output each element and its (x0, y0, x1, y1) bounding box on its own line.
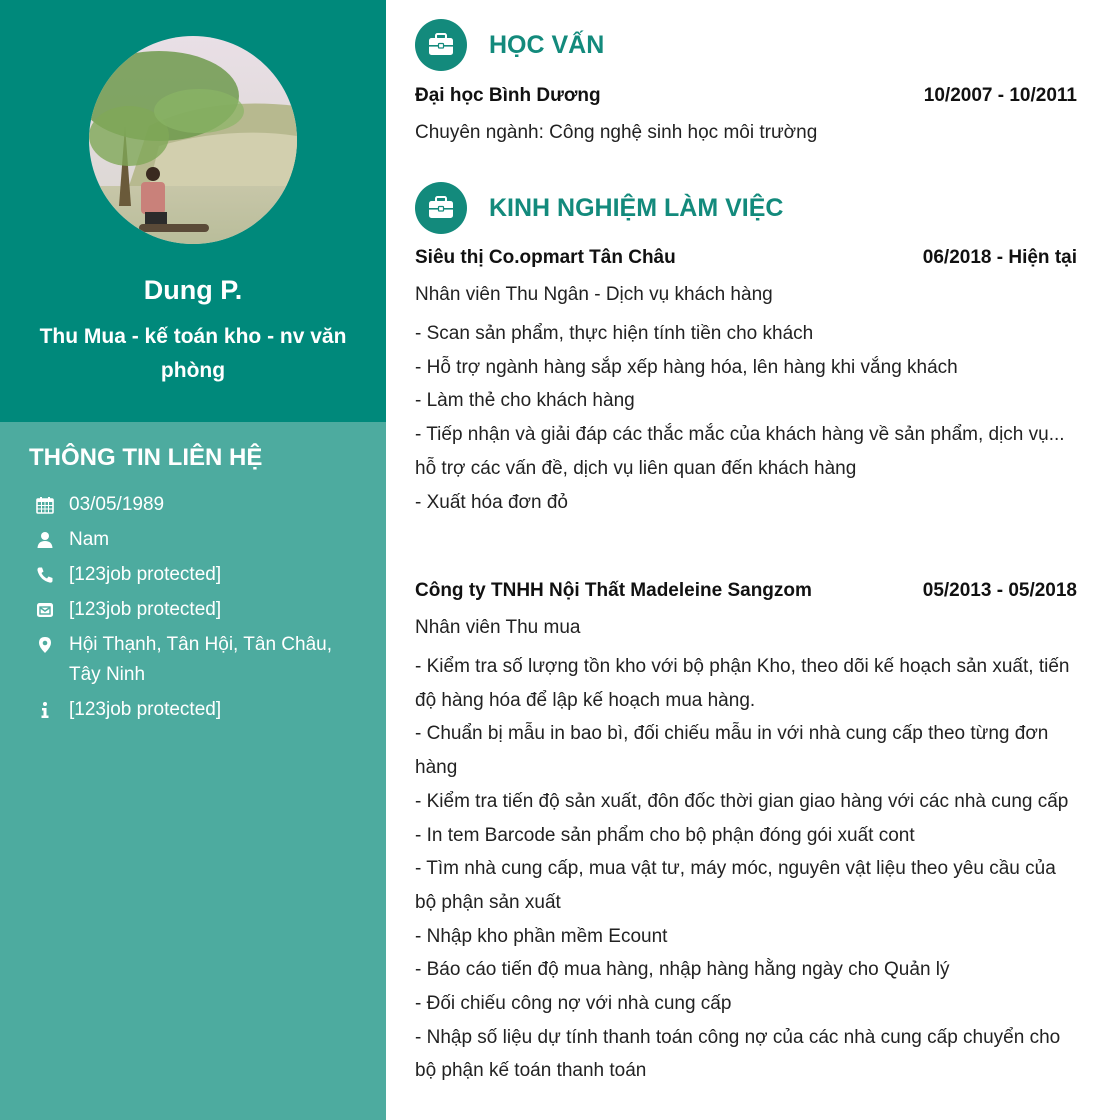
education-major: Chuyên ngành: Công nghệ sinh học môi trường (415, 122, 818, 143)
phone-value[interactable]: [123job protected] (69, 564, 222, 585)
job-1-duties (415, 317, 1077, 519)
job-2-duty: - Nhập số liệu dự tính thanh toán công nợ của các nhà cung cấp chuyển cho bộ phận kế toán thanh toán (415, 1026, 1061, 1082)
briefcase-icon (415, 182, 467, 234)
job-2-duty: - Kiểm tra tiến độ sản xuất, đôn đốc thời gian giao hàng với các nhà cung cấp (415, 790, 1069, 812)
avatar (89, 36, 297, 244)
profile-photo (89, 36, 297, 244)
job-2-period: 05/2013 - 05/2018 (922, 580, 1077, 601)
job-2-position: Nhân viên Thu mua (415, 617, 581, 638)
info-icon (33, 695, 57, 725)
job-1-position: Nhân viên Thu Ngân - Dịch vụ khách hàng (415, 284, 773, 305)
contact-gender (33, 525, 363, 555)
job-1-company: Siêu thị Co.opmart Tân Châu (415, 247, 676, 268)
profile-header (0, 0, 386, 422)
email-value[interactable]: [123job protected] (69, 599, 222, 620)
job-1-header (415, 245, 1077, 271)
job-2-duty: - Đối chiếu công nợ với nhà cung cấp (415, 993, 732, 1015)
user-icon (33, 525, 57, 555)
job-2-duty: - Kiểm tra số lượng tồn kho với bộ phận Kho, theo dõi kế hoạch sản xuất, tiến độ hàng hóa để lập kế hoạch mua hàng. (415, 656, 1070, 711)
education-section-header (415, 19, 604, 71)
contact-address (33, 630, 363, 690)
phone-icon (33, 560, 57, 590)
contact-email (33, 595, 363, 625)
job-1-duty: - Hỗ trợ ngành hàng sắp xếp hàng hóa, lên hàng khi vắng khách (415, 356, 958, 378)
job-2-duties (415, 650, 1077, 1088)
job-2-company: Công ty TNHH Nội Thất Madeleine Sangzom (415, 580, 812, 601)
profile-name: Dung P. (143, 275, 243, 305)
profile-headline: Thu Mua - kế toán kho - nv văn phòng (39, 325, 347, 382)
job-2-duty: - Báo cáo tiến độ mua hàng, nhập hàng hằng ngày cho Quản lý (415, 959, 950, 981)
contact-birthdate (33, 490, 363, 520)
calendar-icon (33, 490, 57, 520)
map-marker-icon (33, 630, 57, 660)
education-entry-header (415, 83, 1077, 109)
envelope-icon (33, 595, 57, 625)
contact-phone (33, 560, 363, 590)
job-2-duty: - Chuẩn bị mẫu in bao bì, đối chiếu mẫu in với nhà cung cấp theo từng đơn hàng (415, 723, 1049, 779)
job-1-duty: - Scan sản phẩm, thực hiện tính tiền cho khách (415, 323, 814, 344)
contact-section-title: THÔNG TIN LIÊN HỆ (29, 444, 263, 471)
gender-value: Nam (69, 529, 110, 550)
address-value: Hội Thạnh, Tân Hội, Tân Châu, Tây Ninh (69, 634, 332, 685)
contact-list (33, 490, 363, 730)
briefcase-icon (415, 19, 467, 71)
education-period: 10/2007 - 10/2011 (923, 85, 1077, 106)
school-name: Đại học Bình Dương (415, 85, 601, 106)
birthdate-value: 03/05/1989 (69, 494, 165, 515)
job-1-duty: - Làm thẻ cho khách hàng (415, 390, 635, 412)
job-1-duty: - Tiếp nhận và giải đáp các thắc mắc của khách hàng về sản phẩm, dịch vụ... hỗ trợ các vấn đề, dịch vụ liên quan đến khách hàng (415, 424, 1065, 479)
job-2-duty: - In tem Barcode sản phẩm cho bộ phận đóng gói xuất cont (415, 824, 915, 846)
job-1-duty: - Xuất hóa đơn đỏ (415, 491, 568, 513)
info-value[interactable]: [123job protected] (69, 699, 222, 720)
job-2-duty: - Tìm nhà cung cấp, mua vật tư, máy móc, nguyên vật liệu theo yêu cầu của bộ phận sản xuất (415, 858, 1056, 913)
contact-info (33, 695, 363, 725)
experience-section-header (415, 182, 783, 234)
job-2-duty: - Nhập kho phần mềm Ecount (415, 925, 668, 947)
job-1-period: 06/2018 - Hiện tại (922, 247, 1077, 268)
job-2-header (415, 578, 1077, 604)
sidebar (0, 0, 386, 1120)
experience-title: KINH NGHIỆM LÀM VIỆC (489, 194, 784, 222)
education-title: HỌC VẤN (489, 31, 605, 59)
